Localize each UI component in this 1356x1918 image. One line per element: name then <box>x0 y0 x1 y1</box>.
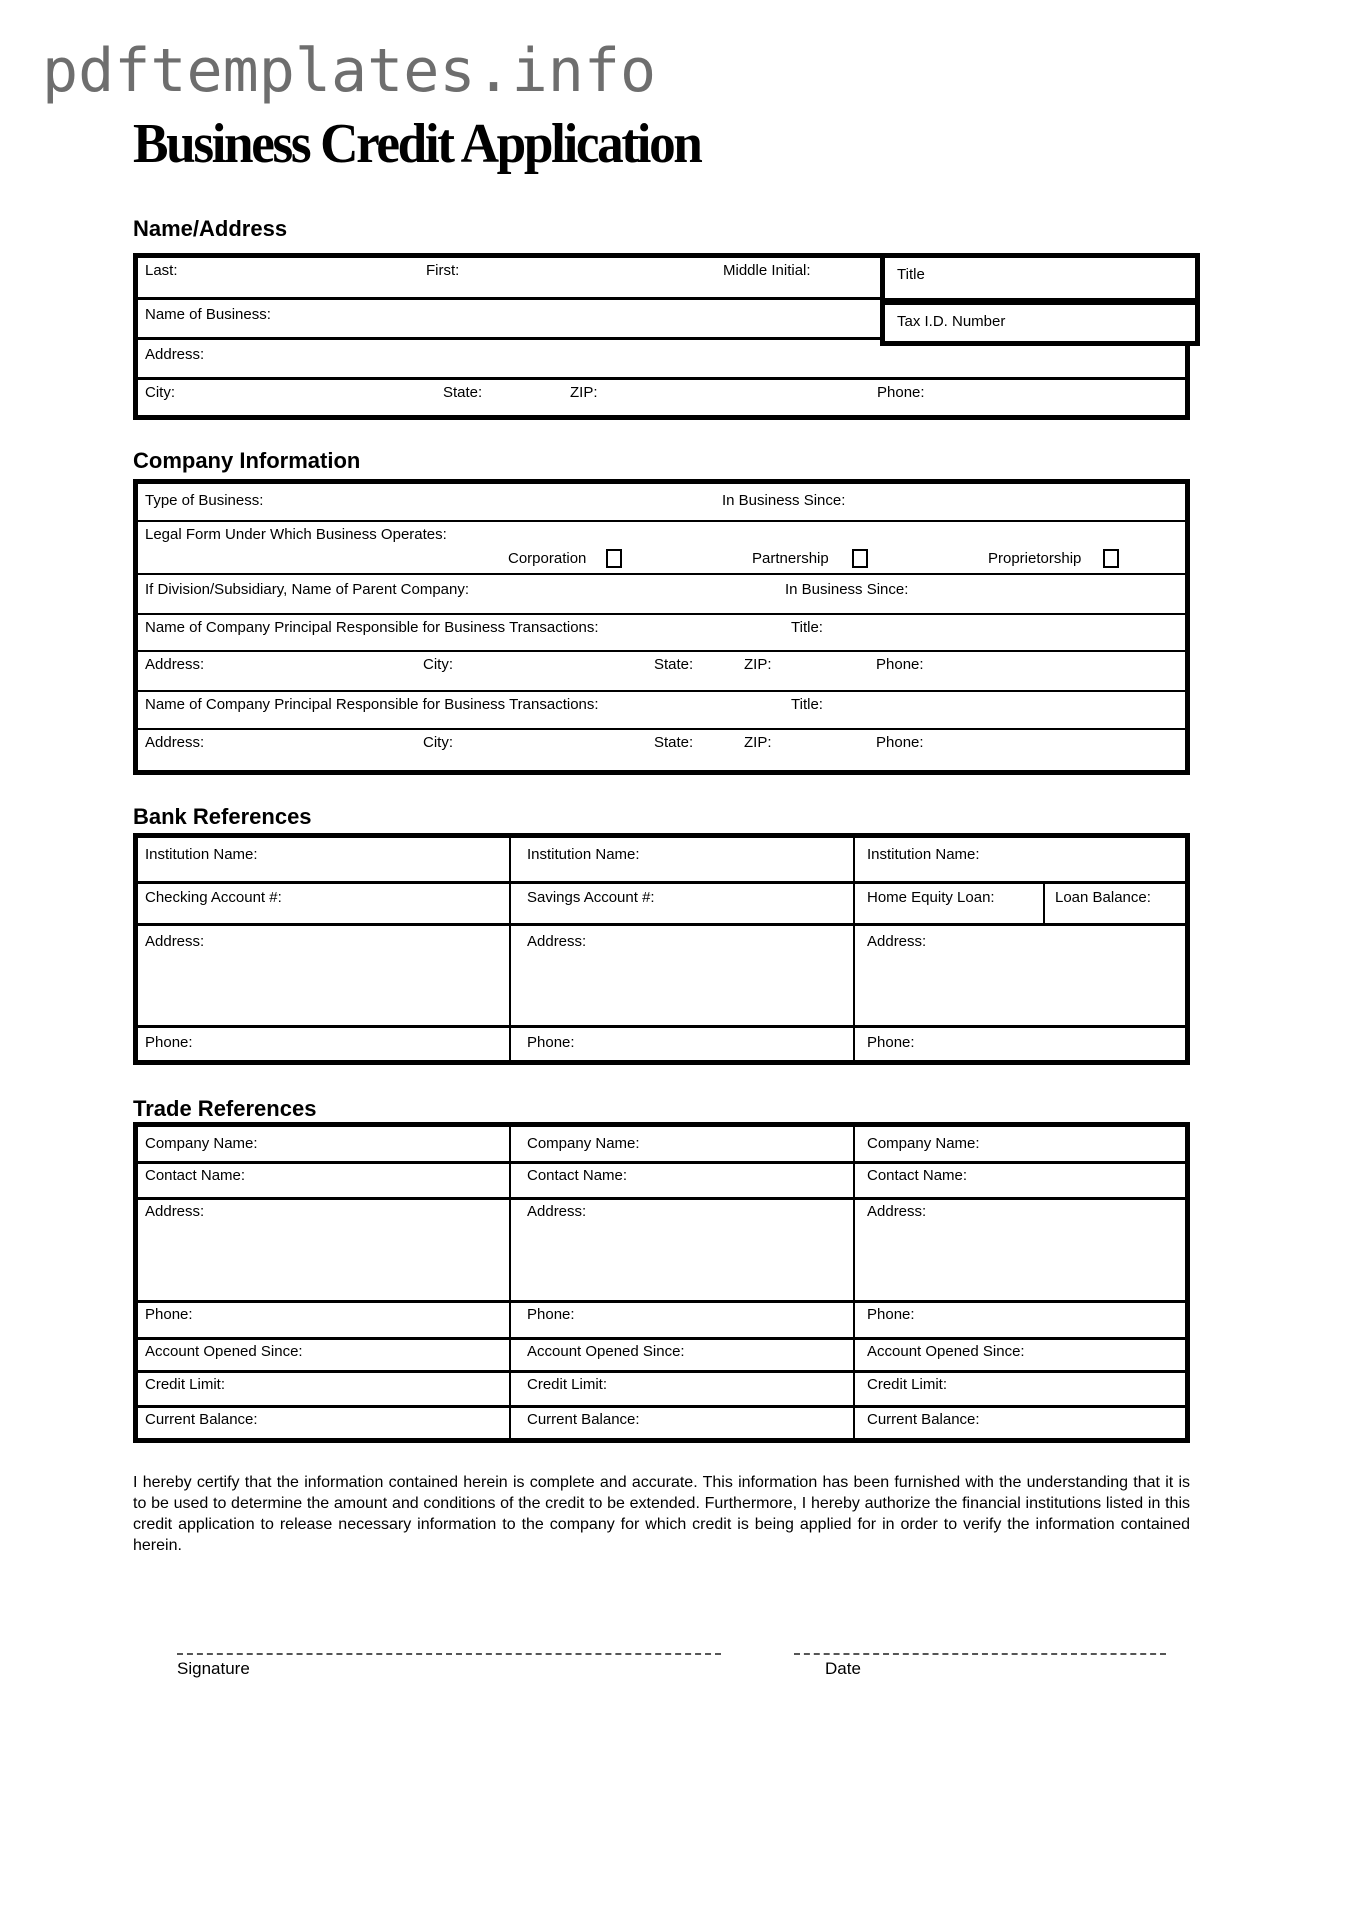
certification-text: I hereby certify that the information contained herein is complete and accurate. This information has been furnished with the understanding that it is to be used to determine the amount and conditions of the credit to be extended. Furthermore, I hereby authorize the financial institutions listed in this credit application to release necessary information to the company for which credit is being applied for in order to verify the information contained herein. <box>133 1474 1190 1554</box>
row-divider <box>138 1370 1185 1373</box>
corporation-label: Corporation <box>508 550 587 567</box>
phone-label: Phone: <box>876 656 924 673</box>
phone-label: Phone: <box>145 1034 193 1051</box>
row-divider <box>138 923 1185 926</box>
state-label: State: <box>654 734 694 751</box>
address-label: Address: <box>145 656 205 673</box>
row-divider <box>138 1025 1185 1028</box>
address-label: Address: <box>145 1203 205 1220</box>
address-label: Address: <box>145 734 205 751</box>
address-label: Address: <box>145 346 205 363</box>
in-business-since-label: In Business Since: <box>722 492 846 509</box>
row-divider <box>138 1161 1185 1164</box>
tax-id-number-label: Tax I.D. Number <box>897 313 1006 330</box>
company-name-label: Company Name: <box>867 1135 980 1152</box>
address-label: Address: <box>527 1203 587 1220</box>
row-divider <box>138 1337 1185 1340</box>
contact-name-label: Contact Name: <box>527 1167 628 1184</box>
phone-label: Phone: <box>867 1034 915 1051</box>
section-heading-bank-references: Bank References <box>133 804 312 829</box>
in-business-since-label: In Business Since: <box>785 581 909 598</box>
credit-limit-label: Credit Limit: <box>527 1376 608 1393</box>
name-of-business-label: Name of Business: <box>145 306 271 323</box>
savings-account-label: Savings Account #: <box>527 889 655 906</box>
loan-balance-label: Loan Balance: <box>1055 889 1151 906</box>
principal-title-label: Title: <box>791 696 823 713</box>
row-divider <box>138 520 1185 522</box>
principal-name-label: Name of Company Principal Responsible for Business Transactions: <box>145 696 599 713</box>
phone-label: Phone: <box>867 1306 915 1323</box>
division-subsidiary-label: If Division/Subsidiary, Name of Parent Company: <box>145 581 470 598</box>
institution-name-label: Institution Name: <box>867 846 980 863</box>
company-information-table <box>133 479 1190 775</box>
column-divider <box>509 838 511 1060</box>
institution-name-label: Institution Name: <box>527 846 640 863</box>
loan-balance-divider <box>1043 881 1045 923</box>
zip-label: ZIP: <box>744 734 772 751</box>
signature-line <box>177 1653 721 1655</box>
section-heading-trade-references: Trade References <box>133 1096 317 1121</box>
account-opened-label: Account Opened Since: <box>867 1343 1025 1360</box>
phone-label: Phone: <box>876 734 924 751</box>
last-name-label: Last: <box>145 262 178 279</box>
city-label: City: <box>145 384 175 401</box>
row-divider <box>138 881 1185 884</box>
partnership-label: Partnership <box>752 550 829 567</box>
zip-label: ZIP: <box>570 384 598 401</box>
title-field-box <box>880 253 1200 303</box>
phone-label: Phone: <box>527 1306 575 1323</box>
phone-label: Phone: <box>527 1034 575 1051</box>
home-equity-loan-label: Home Equity Loan: <box>867 889 995 906</box>
address-label: Address: <box>867 933 927 950</box>
account-opened-label: Account Opened Since: <box>527 1343 685 1360</box>
state-label: State: <box>654 656 694 673</box>
type-of-business-label: Type of Business: <box>145 492 264 509</box>
title-label: Title <box>897 266 925 283</box>
section-heading-company-information: Company Information <box>133 448 361 473</box>
phone-label: Phone: <box>877 384 925 401</box>
row-divider <box>138 1405 1185 1408</box>
company-name-label: Company Name: <box>527 1135 640 1152</box>
address-label: Address: <box>867 1203 927 1220</box>
city-label: City: <box>423 734 453 751</box>
address-label: Address: <box>527 933 587 950</box>
signature-label: Signature <box>177 1659 250 1678</box>
trade-references-table <box>133 1122 1190 1443</box>
checking-account-label: Checking Account #: <box>145 889 282 906</box>
principal-title-label: Title: <box>791 619 823 636</box>
row-divider <box>138 1300 1185 1303</box>
principal-name-label: Name of Company Principal Responsible for Business Transactions: <box>145 619 599 636</box>
address-label: Address: <box>145 933 205 950</box>
name-address-table <box>133 253 1190 420</box>
section-heading-name-address: Name/Address <box>133 216 288 241</box>
current-balance-label: Current Balance: <box>527 1411 640 1428</box>
corporation-checkbox[interactable] <box>606 549 622 568</box>
legal-form-label: Legal Form Under Which Business Operates: <box>145 526 447 543</box>
row-divider <box>138 573 1185 575</box>
city-label: City: <box>423 656 453 673</box>
column-divider <box>853 1127 855 1438</box>
company-name-label: Company Name: <box>145 1135 258 1152</box>
proprietorship-checkbox[interactable] <box>1103 549 1119 568</box>
credit-limit-label: Credit Limit: <box>145 1376 226 1393</box>
column-divider <box>853 838 855 1060</box>
state-label: State: <box>443 384 483 401</box>
row-divider <box>138 377 1185 380</box>
row-divider <box>138 650 1185 652</box>
current-balance-label: Current Balance: <box>145 1411 258 1428</box>
current-balance-label: Current Balance: <box>867 1411 980 1428</box>
site-logo: pdftemplates.info <box>42 36 657 106</box>
row-divider <box>138 728 1185 730</box>
bank-references-table <box>133 833 1190 1065</box>
row-divider <box>138 1197 1185 1200</box>
contact-name-label: Contact Name: <box>145 1167 246 1184</box>
institution-name-label: Institution Name: <box>145 846 258 863</box>
tax-id-field-box <box>880 300 1200 346</box>
middle-initial-label: Middle Initial: <box>723 262 811 279</box>
account-opened-label: Account Opened Since: <box>145 1343 303 1360</box>
date-line <box>794 1653 1166 1655</box>
page-title: Business Credit Application <box>133 113 701 175</box>
date-label: Date <box>825 1659 861 1678</box>
column-divider <box>509 1127 511 1438</box>
contact-name-label: Contact Name: <box>867 1167 968 1184</box>
proprietorship-label: Proprietorship <box>988 550 1082 567</box>
first-name-label: First: <box>426 262 460 279</box>
row-divider <box>138 613 1185 615</box>
credit-limit-label: Credit Limit: <box>867 1376 948 1393</box>
zip-label: ZIP: <box>744 656 772 673</box>
phone-label: Phone: <box>145 1306 193 1323</box>
partnership-checkbox[interactable] <box>852 549 868 568</box>
row-divider <box>138 690 1185 692</box>
